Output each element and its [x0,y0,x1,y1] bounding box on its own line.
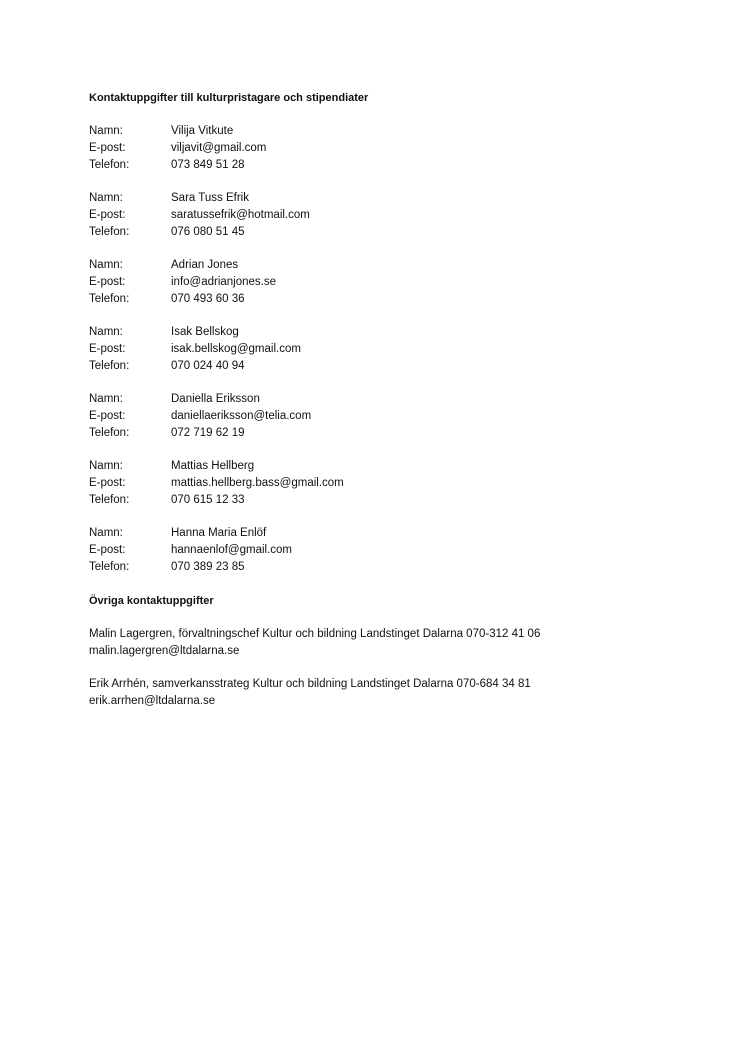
contact-phone: 070 615 12 33 [171,494,245,506]
contact-email: saratussefrik@hotmail.com [171,209,310,221]
contact-name-row [89,257,689,274]
contact-block [89,123,689,174]
other-contacts-heading: Övriga kontaktuppgifter [89,595,214,607]
contact-email-row [89,274,689,291]
contact-phone-row [89,492,689,509]
contact-phone-row [89,559,689,576]
contact-name-row [89,458,689,475]
email-label: E-post: [89,544,126,556]
name-label: Namn: [89,527,123,539]
contact-block [89,391,689,442]
contact-name: Sara Tuss Efrik [171,192,249,204]
contact-phone: 076 080 51 45 [171,226,245,238]
phone-label: Telefon: [89,293,130,305]
contact-email-row [89,140,689,157]
contact-email: viljavit@gmail.com [171,142,267,154]
contact-email-row [89,475,689,492]
name-label: Namn: [89,192,123,204]
phone-label: Telefon: [89,226,130,238]
contact-name: Vilija Vitkute [171,125,234,137]
contact-name: Isak Bellskog [171,326,239,338]
contact-phone-row [89,425,689,442]
name-label: Namn: [89,460,123,472]
contact-block [89,458,689,509]
phone-label: Telefon: [89,159,130,171]
contact-email-row [89,341,689,358]
phone-label: Telefon: [89,494,130,506]
contact-block [89,190,689,241]
contact-block [89,257,689,308]
contact-email-row [89,207,689,224]
contact-name-row [89,324,689,341]
contact-phone: 070 493 60 36 [171,293,245,305]
other-contact-details: Malin Lagergren, förvaltningschef Kultur och bildning Landstinget Dalarna 070-312 41 06 [89,628,541,640]
name-label: Namn: [89,259,123,271]
other-contact-entry [89,676,689,710]
other-contacts-section [89,593,689,710]
contact-phone: 072 719 62 19 [171,427,245,439]
contact-name-row [89,525,689,542]
contact-phone: 070 389 23 85 [171,561,245,573]
other-contact-email: malin.lagergren@ltdalarna.se [89,645,240,657]
contact-email: info@adrianjones.se [171,276,277,288]
contact-name-row [89,190,689,207]
contact-name: Mattias Hellberg [171,460,255,472]
contact-phone-row [89,291,689,308]
contact-name-row [89,391,689,408]
other-contact-entry [89,626,689,660]
other-contact-email: erik.arrhen@ltdalarna.se [89,695,216,707]
name-label: Namn: [89,393,123,405]
email-label: E-post: [89,209,126,221]
contact-name-row [89,123,689,140]
contact-phone-row [89,157,689,174]
contact-email: isak.bellskog@gmail.com [171,343,301,355]
email-label: E-post: [89,477,126,489]
contact-block [89,525,689,576]
email-label: E-post: [89,410,126,422]
name-label: Namn: [89,125,123,137]
contact-phone-row [89,358,689,375]
contact-name: Daniella Eriksson [171,393,260,405]
phone-label: Telefon: [89,561,130,573]
email-label: E-post: [89,142,126,154]
name-label: Namn: [89,326,123,338]
contact-phone-row [89,224,689,241]
email-label: E-post: [89,276,126,288]
contact-email-row [89,542,689,559]
contact-name: Adrian Jones [171,259,239,271]
contacts-heading: Kontaktuppgifter till kulturpristagare och stipendiater [89,92,369,104]
contact-phone: 073 849 51 28 [171,159,245,171]
contact-name: Hanna Maria Enlöf [171,527,267,539]
other-contact-details: Erik Arrhén, samverkansstrateg Kultur och bildning Landstinget Dalarna 070-684 34 81 [89,678,531,690]
contact-email: daniellaeriksson@telia.com [171,410,312,422]
email-label: E-post: [89,343,126,355]
contact-email-row [89,408,689,425]
phone-label: Telefon: [89,360,130,372]
phone-label: Telefon: [89,427,130,439]
contact-block [89,324,689,375]
document-page [89,90,689,726]
contact-phone: 070 024 40 94 [171,360,245,372]
contact-email: mattias.hellberg.bass@gmail.com [171,477,344,489]
contact-email: hannaenlof@gmail.com [171,544,292,556]
